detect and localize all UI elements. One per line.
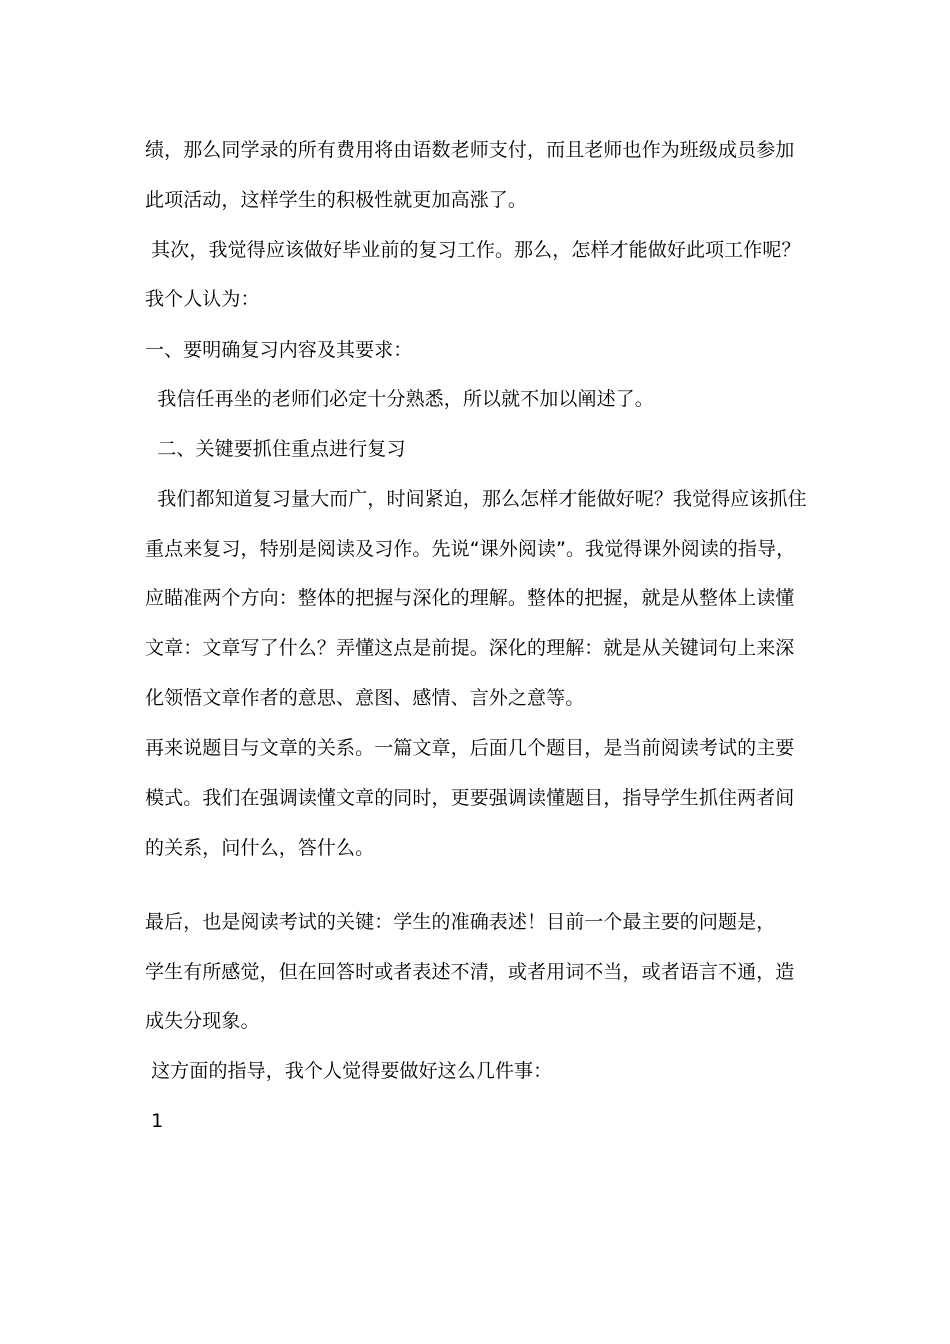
text-line: 化领悟文章作者的意思、意图、感情、言外之意等。 [145, 687, 585, 709]
text-line: 我信任再坐的老师们必定十分熟悉，所以就不加以阐述了。 [145, 388, 654, 410]
text-line: 应瞄准两个方向：整体的把握与深化的理解。整体的把握，就是从整体上读懂 [145, 587, 795, 609]
text-line: 重点来复习，特别是阅读及习作。先说“课外阅读”。我觉得课外阅读的指导， [145, 538, 796, 560]
text-line: 文章：文章写了什么？弄懂这点是前提。深化的理解：就是从关键词句上来深 [145, 637, 795, 659]
text-line: 二、关键要抓住重点进行复习 [145, 438, 406, 460]
text-line: 的关系，问什么，答什么。 [145, 837, 375, 859]
text-line: 一、要明确复习内容及其要求： [145, 339, 413, 361]
text-line: 我个人认为： [145, 288, 260, 310]
text-line: 最后，也是阅读考试的关键：学生的准确表述！目前一个最主要的问题是， [145, 911, 776, 933]
text-line: 成失分现象。 [145, 1010, 260, 1032]
text-line: 绩，那么同学录的所有费用将由语数老师支付，而且老师也作为班级成员参加 [145, 139, 795, 161]
text-line: 其次，我觉得应该做好毕业前的复习工作。那么，怎样才能做好此项工作呢？ [145, 239, 801, 261]
text-line: 学生有所感觉，但在回答时或者表述不清，或者用词不当，或者语言不通，造 [145, 961, 795, 983]
text-line: 此项活动，这样学生的积极性就更加高涨了。 [145, 189, 528, 211]
text-line: 这方面的指导，我个人觉得要做好这么几件事： [145, 1060, 553, 1082]
page-number: 1 [145, 1110, 164, 1132]
text-line: 模式。我们在强调读懂文章的同时，更要强调读懂题目，指导学生抓住两者间 [145, 787, 795, 809]
text-line: 我们都知道复习量大而广，时间紧迫，那么怎样才能做好呢？我觉得应该抓住 [145, 488, 807, 510]
text-line: 再来说题目与文章的关系。一篇文章，后面几个题目，是当前阅读考试的主要 [145, 737, 795, 759]
